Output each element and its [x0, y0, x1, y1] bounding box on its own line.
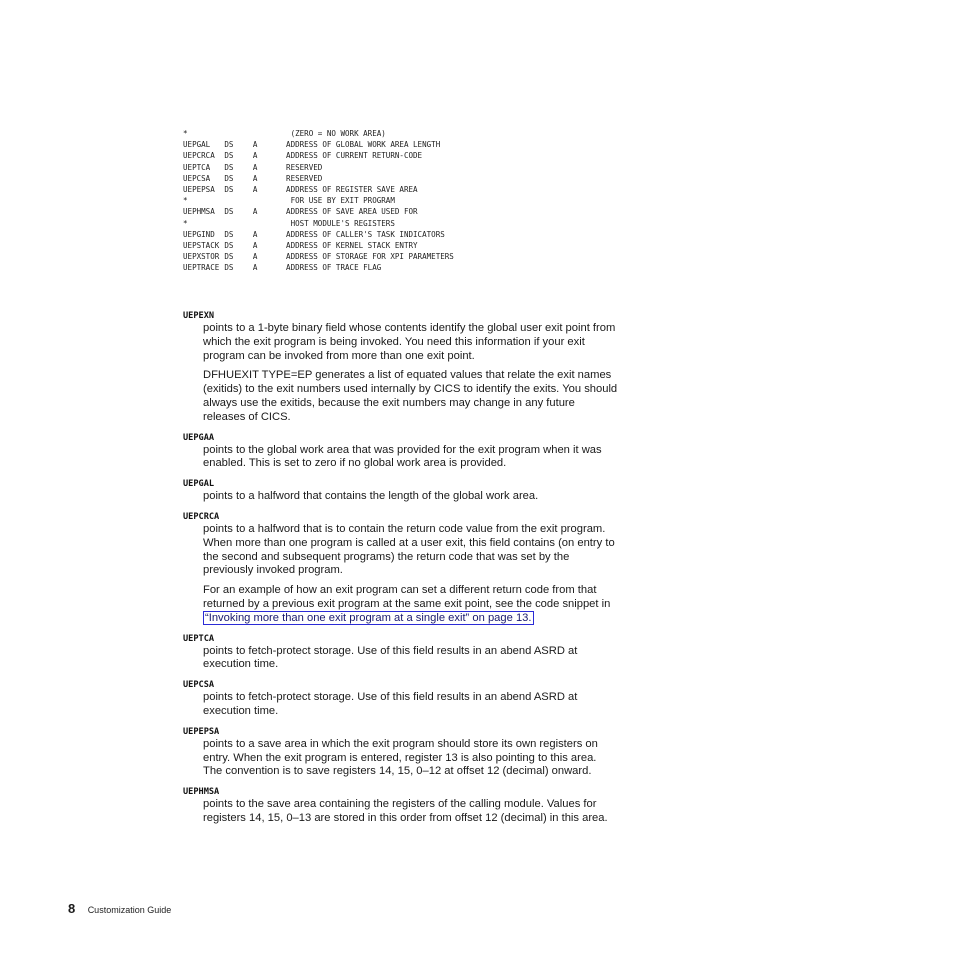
definition-text: For an example of how an exit program can set a different return code from that returned by a previous exit program at the same exit point, see the code snippet in “Invoking more than one exit program at a single exit” on page 13.: [203, 584, 611, 624]
term-uepgal: UEPGAL: [183, 479, 215, 490]
code-line: UEPCSA DS A RESERVED: [183, 172, 323, 183]
definition-text: points to a 1-byte binary field whose contents identify the global user exit point from which the exit program is being invoked. You need this information if your exit program can be invoked from more than one exit point.: [203, 322, 616, 362]
definition-text: points to a halfword that is to contain the return code value from the exit program. When more than one program is called at a user exit, this field contains (on entry to the second and subsequent programs) the return code that was set by the previously invoked program.: [203, 522, 615, 577]
definition-list: [183, 310, 623, 833]
code-line: UEPSTACK DS A ADDRESS OF KERNEL STACK ENTRY: [183, 239, 418, 250]
definition-text: points to a save area in which the exit program should store its own registers on entry. When the exit program is entered, register 13 is also pointing to this area. The convention is to save registers 14, 15, 0–12 at offset 12 (decimal) onward.: [203, 737, 598, 778]
cross-reference-link[interactable]: “Invoking more than one exit program at a single exit” on page 13.: [205, 611, 532, 624]
code-line: UEPGIND DS A ADDRESS OF CALLER'S TASK INDICATORS: [183, 228, 445, 239]
code-line: UEPTCA DS A RESERVED: [183, 161, 323, 172]
code-line: * FOR USE BY EXIT PROGRAM: [183, 195, 395, 206]
definition-uepexn: [183, 310, 623, 425]
term-uepcrca: UEPCRCA: [183, 511, 220, 522]
term-uepepsa: UEPEPSA: [183, 726, 220, 737]
definition-ueptca: [183, 633, 623, 673]
code-line: UEPHMSA DS A ADDRESS OF SAVE AREA USED FOR: [183, 206, 418, 217]
definition-uepgal: [183, 478, 623, 504]
definition-text: points to fetch-protect storage. Use of this field results in an abend ASRD at execution time.: [203, 644, 578, 671]
definition-text: DFHUEXIT TYPE=EP generates a list of equated values that relate the exit names (exitids) to the exit numbers used internally by CICS to identify the exits. You should always use the exitids, because the exit numbers may change in any future releases of CICS.: [203, 369, 618, 423]
definition-uepepsa: [183, 726, 623, 779]
definition-uepgaa: [183, 432, 623, 472]
code-line: * (ZERO = NO WORK AREA): [183, 128, 386, 138]
page-number: 8: [68, 901, 76, 916]
code-line: * HOST MODULE'S REGISTERS: [183, 217, 395, 228]
term-uephmsa: UEPHMSA: [183, 787, 220, 798]
term-uepgaa: UEPGAA: [183, 432, 215, 443]
definition-text: points to fetch-protect storage. Use of this field results in an abend ASRD at execution time.: [203, 691, 578, 717]
term-uepexn: UEPEXN: [183, 311, 215, 321]
definition-text: points to the save area containing the registers of the calling module. Values for registers 14, 15, 0–13 are stored in this order from offset 12 (decimal) in this area.: [203, 798, 608, 824]
code-line: UEPTRACE DS A ADDRESS OF TRACE FLAG: [183, 262, 382, 273]
definition-uepcrca: [183, 511, 623, 626]
document-title: Customization Guide: [87, 905, 172, 915]
code-listing: [183, 128, 454, 273]
definition-text: points to a halfword that contains the length of the global work area.: [203, 490, 539, 503]
code-line: UEPEPSA DS A ADDRESS OF REGISTER SAVE AREA: [183, 183, 418, 194]
definition-text: points to the global work area that was provided for the exit program when it was enabled. This is set to zero if no global work area is provided.: [203, 443, 602, 470]
code-line: UEPXSTOR DS A ADDRESS OF STORAGE FOR XPI PARAMETERS: [183, 251, 454, 262]
definition-uepcsa: [183, 679, 623, 719]
code-line: UEPCRCA DS A ADDRESS OF CURRENT RETURN-CODE: [183, 150, 423, 161]
term-uepcsa: UEPCSA: [183, 680, 215, 691]
definition-uephmsa: [183, 786, 623, 826]
page-footer: [68, 900, 171, 918]
code-line: UEPGAL DS A ADDRESS OF GLOBAL WORK AREA LENGTH: [183, 139, 441, 150]
term-ueptca: UEPTCA: [183, 633, 215, 644]
